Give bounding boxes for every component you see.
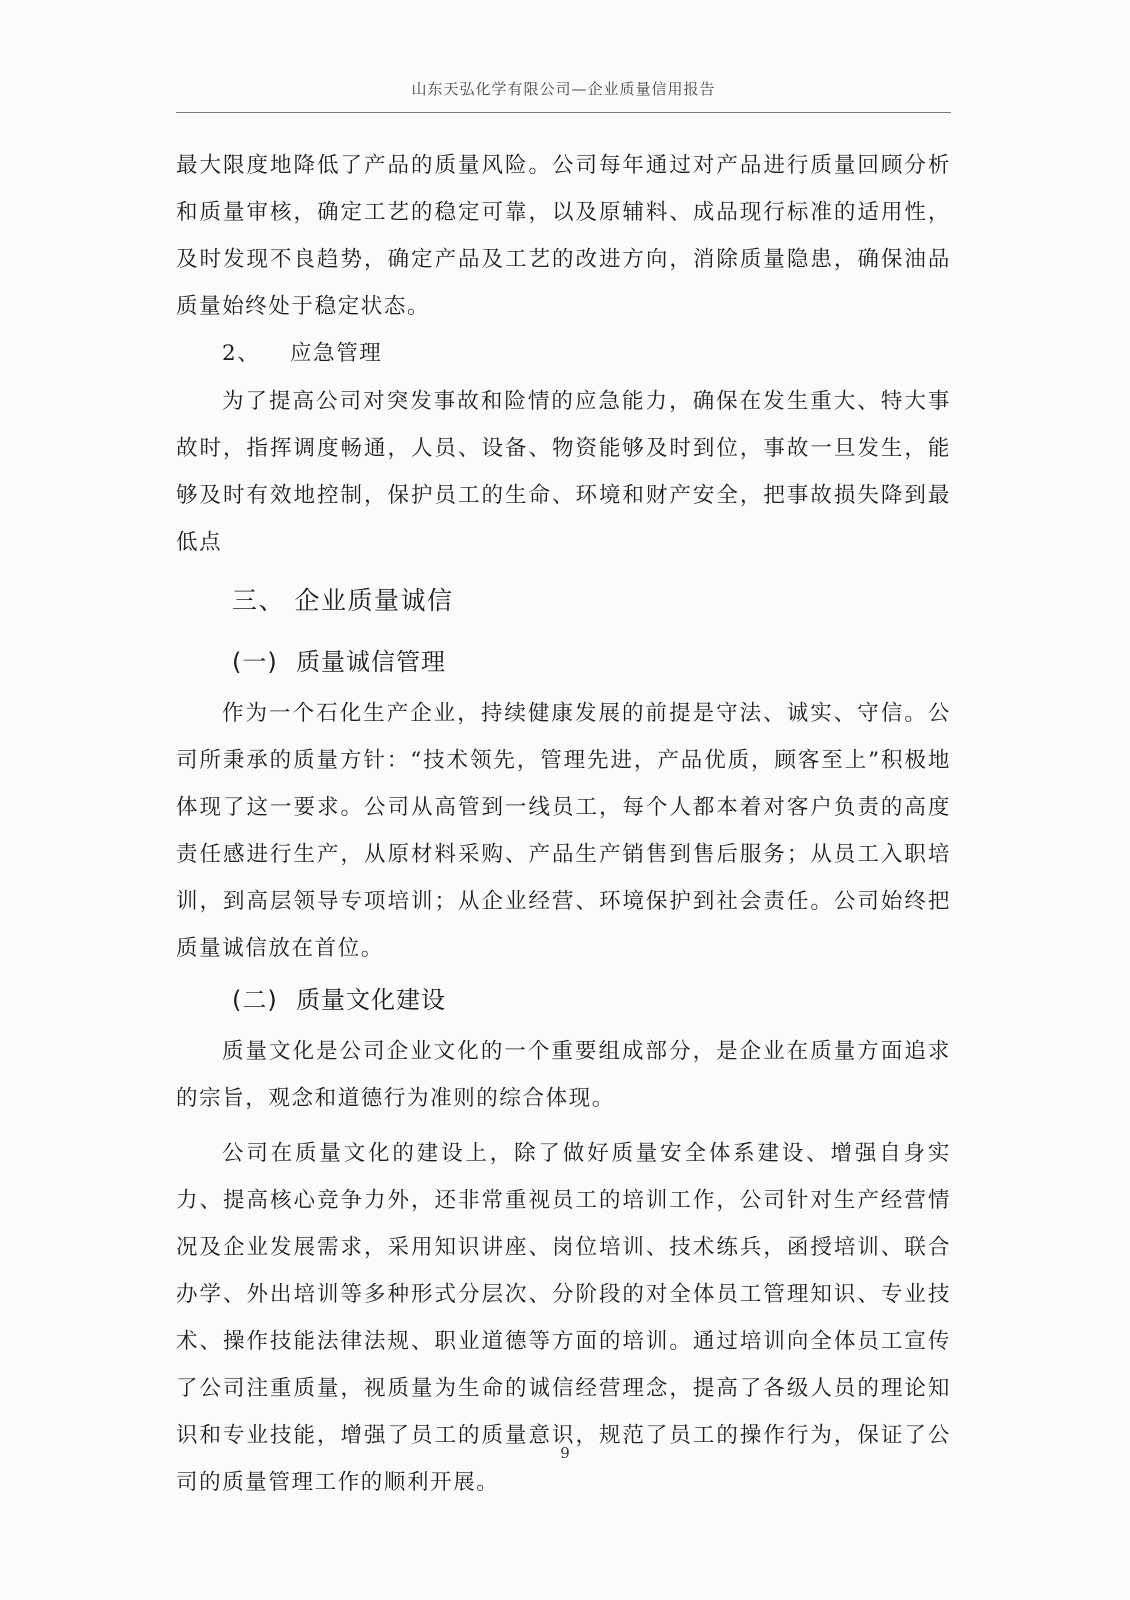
item-heading-emergency: [176, 330, 951, 378]
paragraph-quality-culture-training: 公司在质量文化的建设上，除了做好质量安全体系建设、增强自身实力、提高核心竞争力外，还非常重视员工的培训工作，公司针对生产经营情况及企业发展需求，采用知识讲座、岗位培训、技术练兵，函授培训、联合办学、外出培训等多种形式分层次、分阶段的对全体员工管理知识、专业技术、操作技能法律法规、职业道德等方面的培训。通过培训向全体员工宣传了公司注重质量，视质量为生命的诚信经营理念，提高了各级人员的理论知识和专业技能，增强了员工的质量意识，规范了员工的操作行为，保证了公司的质量管理工作的顺利开展。: [176, 1141, 951, 1495]
paragraph-integrity-management: 作为一个石化生产企业，持续健康发展的前提是守法、诚实、守信。公司所秉承的质量方针：“技术领先，管理先进，产品优质，顾客至上”积极地体现了这一要求。公司从高管到一线员工，每个人都本着对客户负责的高度责任感进行生产，从原材料采购、产品生产销售到售后服务；从员工入职培训，到高层领导专项培训；从企业经营、环境保护到社会责任。公司始终把质量诚信放在首位。: [176, 701, 951, 961]
subsection-mark: (二): [232, 986, 278, 1014]
item-title: 应急管理: [290, 341, 383, 366]
running-header: 山东天弘化学有限公司—企业质量信用报告: [411, 80, 716, 98]
paragraph-quality-culture-definition: 质量文化是公司企业文化的一个重要组成部分，是企业在质量方面追求的宗旨，观念和道德行为准则的综合体现。: [176, 1039, 951, 1111]
subsection-heading-quality-culture: [176, 972, 951, 1028]
paragraph-quality-review: 最大限度地降低了产品的质量风险。公司每年通过对产品进行质量回顾分析和质量审核，确定工艺的稳定可靠，以及原辅料、成品现行标准的适用性，及时发现不良趋势，确定产品及工艺的改进方向，消除质量隐患，确保油品质量始终处于稳定状态。: [176, 153, 951, 319]
paragraph-gap: [176, 1122, 951, 1130]
subsection-mark: (一): [232, 648, 278, 676]
page-content: [176, 142, 951, 1506]
subsection-title: 质量文化建设: [296, 986, 446, 1014]
subsection-title: 质量诚信管理: [296, 648, 446, 676]
item-number: 2、: [222, 341, 261, 366]
subsection-heading-integrity-management: [176, 634, 951, 690]
section-heading-quality-integrity: 三、 企业质量诚信: [232, 586, 454, 615]
header-divider: [176, 112, 951, 113]
page-number: 9: [560, 1444, 570, 1462]
paragraph-emergency-management: 为了提高公司对突发事故和险情的应急能力，确保在发生重大、特大事故时，指挥调度畅通，人员、设备、物资能够及时到位，事故一旦发生，能够及时有效地控制，保护员工的生命、环境和财产安全，把事故损失降到最低点: [176, 389, 951, 555]
